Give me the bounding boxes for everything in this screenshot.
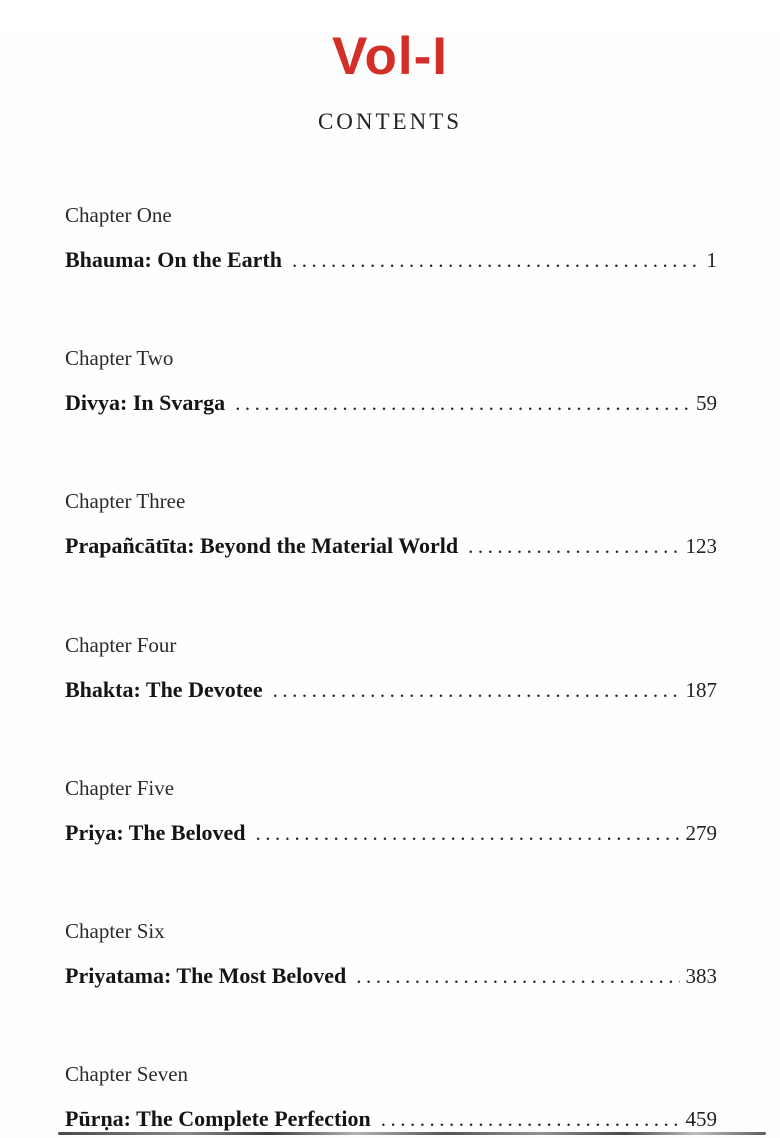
toc-entry bbox=[65, 918, 717, 988]
chapter-title-row bbox=[65, 534, 717, 558]
chapter-label: Chapter Seven bbox=[65, 1062, 189, 1087]
chapter-title: Priya: The Beloved bbox=[65, 819, 246, 845]
page-number: 383 bbox=[685, 963, 717, 988]
dot-leader bbox=[273, 679, 680, 702]
chapter-title: Pūrṇa: The Complete Perfection bbox=[65, 1106, 371, 1132]
chapter-title: Bhakta: The Devotee bbox=[65, 676, 263, 702]
dot-leader bbox=[292, 249, 701, 272]
toc-entry bbox=[65, 632, 717, 702]
chapter-title-row bbox=[65, 248, 717, 272]
chapter-title-row bbox=[65, 678, 717, 702]
volume-title: Vol-I bbox=[332, 27, 448, 86]
dot-leader bbox=[255, 822, 679, 845]
dot-leader bbox=[235, 392, 690, 415]
chapter-label: Chapter Five bbox=[65, 775, 175, 800]
page-edge-scan-artifact bbox=[58, 1132, 766, 1135]
toc-entry bbox=[65, 775, 717, 845]
chapter-title: Prapañcātīta: Beyond the Material World bbox=[65, 533, 459, 559]
toc-entry bbox=[65, 491, 717, 558]
chapter-label: Chapter Four bbox=[65, 632, 177, 657]
table-of-contents bbox=[0, 205, 780, 1131]
chapter-title-row bbox=[65, 821, 717, 845]
chapter-label: Chapter Two bbox=[65, 346, 174, 371]
page-number: 187 bbox=[685, 677, 717, 702]
toc-entry bbox=[65, 205, 717, 272]
toc-entry bbox=[65, 348, 717, 415]
chapter-title: Divya: In Svarga bbox=[65, 390, 226, 416]
dot-leader bbox=[356, 965, 679, 988]
toc-entry bbox=[65, 1064, 717, 1131]
page-number: 279 bbox=[685, 820, 717, 845]
page-number: 59 bbox=[696, 391, 717, 416]
chapter-title: Priyatama: The Most Beloved bbox=[65, 962, 347, 988]
chapter-title-row bbox=[65, 1107, 717, 1131]
page-number: 459 bbox=[685, 1107, 717, 1132]
book-contents-page bbox=[0, 27, 780, 1138]
chapter-label: Chapter Six bbox=[65, 918, 165, 943]
contents-heading: CONTENTS bbox=[317, 109, 463, 134]
chapter-title-row bbox=[65, 391, 717, 415]
chapter-title: Bhauma: On the Earth bbox=[65, 247, 282, 272]
chapter-label: Chapter One bbox=[65, 203, 172, 227]
chapter-title-row bbox=[65, 964, 717, 988]
dot-leader bbox=[468, 535, 679, 558]
page-number: 123 bbox=[685, 534, 717, 559]
page-number: 1 bbox=[706, 248, 717, 272]
dot-leader bbox=[381, 1108, 680, 1131]
chapter-label: Chapter Three bbox=[65, 489, 186, 514]
